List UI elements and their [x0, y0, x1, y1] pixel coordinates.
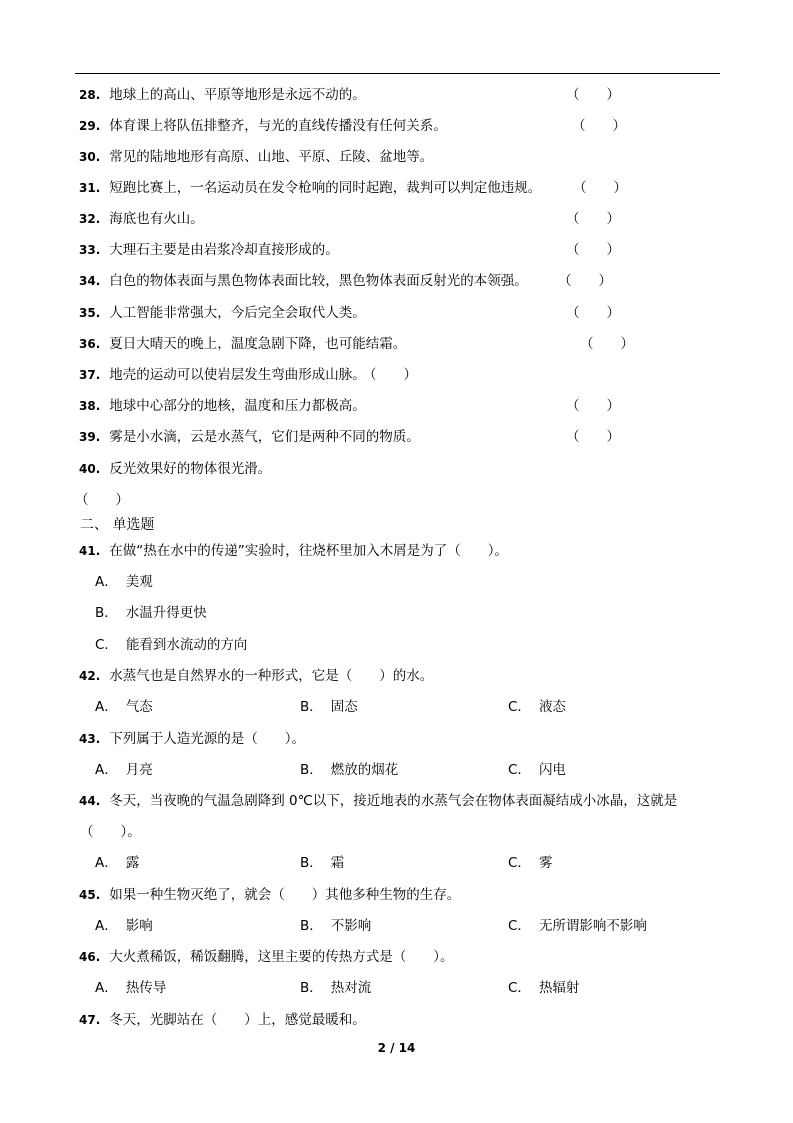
answer-paren-38[interactable]: （ ） [566, 398, 620, 414]
option-45-c[interactable]: C． 无所谓影响不影响 [508, 918, 647, 934]
question-41: 41. 在做“热在水中的传递”实验时，往烧杯里加入木屑是为了（ ）。 [79, 543, 509, 559]
question-45: 45. 如果一种生物灭绝了，就会（ ）其他多种生物的生存。 [79, 887, 461, 903]
question-33: 33. 大理石主要是由岩浆冷却直接形成的。 [79, 242, 339, 258]
header-rule [75, 73, 720, 74]
question-37: 37. 地壳的运动可以使岩层发生弯曲形成山脉。 （ ） [79, 367, 418, 383]
answer-paren-44[interactable]: （ ）。 [80, 824, 141, 840]
answer-paren-37[interactable]: （ ） [369, 367, 418, 383]
question-29: 29. 体育课上将队伍排整齐，与光的直线传播没有任何关系。 [79, 118, 447, 134]
question-47: 47. 冬天，光脚站在（ ）上，感觉最暖和。 [79, 1012, 366, 1028]
option-45-b[interactable]: B． 不影响 [300, 918, 372, 934]
option-44-a[interactable]: A． 露 [95, 855, 140, 871]
question-42: 42. 水蒸气也是自然界水的一种形式，它是（ ）的水。 [79, 668, 434, 684]
option-42-a[interactable]: A． 气态 [95, 699, 153, 715]
question-32: 32. 海底也有火山。 [79, 211, 204, 227]
question-34: 34. 白色的物体表面与黑色物体表面比较，黑色物体表面反射光的本领强。 [79, 273, 528, 289]
option-43-a[interactable]: A． 月亮 [95, 762, 153, 778]
option-44-b[interactable]: B． 霜 [300, 855, 345, 871]
answer-paren-29[interactable]: （ ） [572, 118, 626, 134]
question-43: 43. 下列属于人造光源的是（ ）。 [79, 731, 306, 747]
option-46-c[interactable]: C． 热辐射 [508, 980, 580, 996]
option-41-a[interactable]: A． 美观 [95, 574, 153, 590]
option-45-a[interactable]: A． 影响 [95, 918, 153, 934]
option-43-b[interactable]: B． 燃放的烟花 [300, 762, 399, 778]
option-42-b[interactable]: B． 固态 [300, 699, 358, 715]
answer-paren-31[interactable]: （ ） [573, 180, 627, 196]
option-42-c[interactable]: C． 液态 [508, 699, 566, 715]
question-36: 36. 夏日大晴天的晚上，温度急剧下降，也可能结霜。 [79, 336, 407, 352]
question-31: 31. 短跑比赛上，一名运动员在发令枪响的同时起跑，裁判可以判定他违规。 [79, 180, 542, 196]
answer-paren-32[interactable]: （ ） [566, 211, 620, 227]
option-41-c[interactable]: C． 能看到水流动的方向 [95, 637, 248, 653]
page-number: 2 / 14 [377, 1041, 416, 1055]
question-46: 46. 大火煮稀饭，稀饭翻腾，这里主要的传热方式是（ ）。 [79, 949, 454, 965]
question-40: 40. 反光效果好的物体很光滑。 [79, 461, 272, 477]
answer-paren-40[interactable]: （ ） [75, 492, 129, 508]
question-39: 39. 雾是小水滴，云是水蒸气，它们是两种不同的物质。 [79, 429, 420, 445]
question-44: 44. 冬天，当夜晚的气温急剧降到 0℃以下，接近地表的水蒸气会在物体表面凝结成小冰晶，这就是 [79, 793, 678, 809]
option-46-b[interactable]: B． 热对流 [300, 980, 372, 996]
option-41-b[interactable]: B． 水温升得更快 [95, 605, 207, 621]
answer-paren-28[interactable]: （ ） [566, 87, 620, 103]
answer-paren-34[interactable]: （ ） [558, 273, 612, 289]
question-30: 30. 常见的陆地地形有高原、山地、平原、丘陵、盆地等。 [79, 149, 434, 165]
option-46-a[interactable]: A． 热传导 [95, 980, 167, 996]
question-28: 28. 地球上的高山、平原等地形是永远不动的。 [79, 87, 366, 103]
option-43-c[interactable]: C． 闪电 [508, 762, 566, 778]
question-38: 38. 地球中心部分的地核，温度和压力都极高。 [79, 398, 366, 414]
answer-paren-33[interactable]: （ ） [566, 242, 620, 258]
section-title-single-choice: 二、 单选题 [80, 517, 155, 533]
answer-paren-35[interactable]: （ ） [566, 305, 620, 321]
question-35: 35. 人工智能非常强大，今后完全会取代人类。 [79, 305, 366, 321]
option-44-c[interactable]: C． 雾 [508, 855, 553, 871]
answer-paren-39[interactable]: （ ） [566, 429, 620, 445]
answer-paren-36[interactable]: （ ） [580, 336, 634, 352]
